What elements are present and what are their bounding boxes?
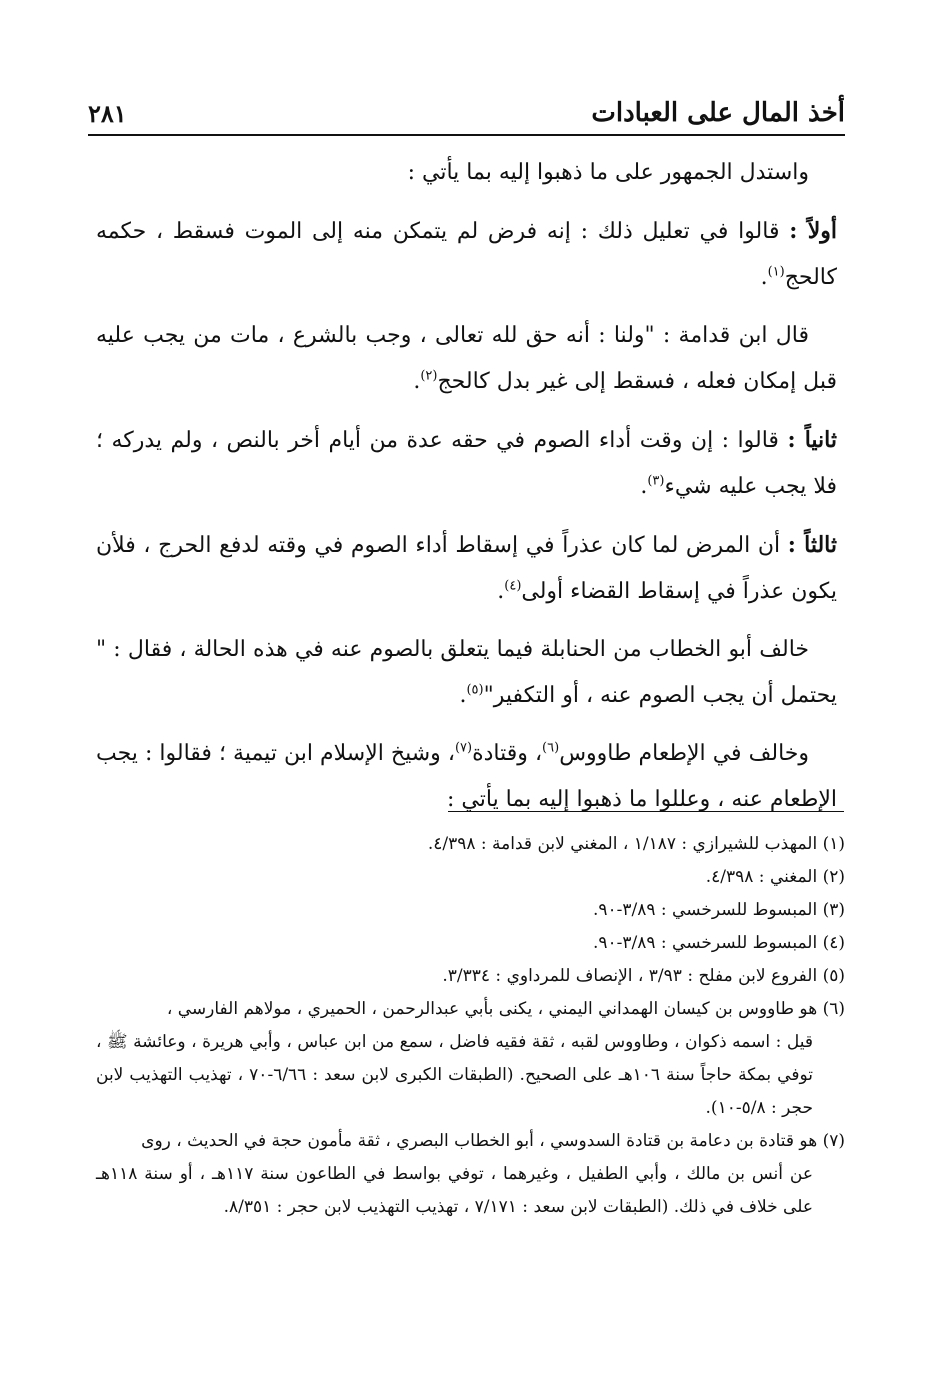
paragraph-first-argument <box>96 208 837 301</box>
footnotes <box>96 828 845 1224</box>
running-header <box>88 88 845 136</box>
footnote-ref: (١) <box>767 264 785 280</box>
paragraph-text: واستدل الجمهور على ما ذهبوا إليه بما يأتي : <box>407 160 809 185</box>
paragraph-dissent-feeding <box>96 731 837 823</box>
footnote-continuation: عن أنس بن مالك ، وأبي الطفيل ، وغيرهما ، توفي بواسط في الطاعون سنة ١١٧هـ ، أو سنة ١١٨هـ على خلاف في ذلك. (الطبقات لابن سعد : ٧/١٧١ ، تهذيب التهذيب لابن حجر : ٨/٣٥١. <box>96 1164 814 1217</box>
main-text <box>96 150 837 835</box>
paragraph-ibn-qudama-quote <box>96 313 837 405</box>
paragraph-end: . <box>413 369 421 394</box>
paragraph-text: ، وقتادة <box>472 741 543 766</box>
footnote-first-line: (٧) هو قتادة بن دعامة بن قتادة السدوسي ، أبو الخطاب البصري ، ثقة مأمون حجة في الحديث ، روى <box>141 1131 845 1151</box>
footnote-ref: (٦) <box>542 740 560 756</box>
paragraph-intro <box>96 150 837 196</box>
paragraph-end: . <box>459 683 467 708</box>
footnote-5: (٥) الفروع لابن مفلح : ٣/٩٣ ، الإنصاف للمرداوي : ٣/٣٣٤. <box>442 966 845 986</box>
footnote-ref: (٤) <box>504 578 522 594</box>
paragraph-text: وخالف في الإطعام طاووس <box>559 741 809 766</box>
footnote-6 <box>96 993 845 1125</box>
footnote-2: (٢) المغني : ٤/٣٩٨. <box>705 867 845 887</box>
paragraph-second-argument <box>96 417 837 510</box>
footnote-ref: (٧) <box>454 740 473 756</box>
paragraph-text: قالوا : إن وقت أداء الصوم في حقه عدة من أيام أخر بالنص ، ولم يدركه ؛ فلا يجب عليه شيء <box>96 428 837 499</box>
footnote-separator <box>448 811 844 812</box>
paragraph-text: ، وشيخ الإسلام ابن تيمية ؛ فقالوا : يجب الإطعام عنه ، وعللوا ما ذهبوا إليه بما يأتي : <box>96 741 837 812</box>
footnote-ref: (٣) <box>647 473 665 489</box>
footnote-ref: (٥) <box>466 682 484 698</box>
paragraph-lead: أولاً : <box>789 218 837 244</box>
paragraph-third-argument <box>96 522 837 615</box>
paragraph-text: قالوا في تعليل ذلك : إنه فرض لم يتمكن منه إلى الموت فسقط ، حكمه كالحج <box>96 219 837 290</box>
paragraph-text: خالف أبو الخطاب من الحنابلة فيما يتعلق بالصوم عنه في هذه الحالة ، فقال : " يحتمل أن يجب الصوم عنه ، أو التكفير" <box>96 637 837 708</box>
footnote-continuation: قيل : اسمه ذكوان ، وطاووس لقبه ، ثقة فقيه فاضل ، سمع من ابن عباس ، وأبي هريرة ، وعائشة ﷺ ، توفي بمكة حاجاً سنة ١٠٦هـ على الصحيح. (الطبقات الكبرى لابن سعد : ٦/٦٦-٧٠ ، تهذيب التهذيب لابن حجر : ٥/٨-١٠). <box>96 1032 813 1118</box>
running-title: أخذ المال على العبادات <box>591 98 845 128</box>
paragraph-end: . <box>760 265 768 290</box>
paragraph-text: أن المرض لما كان عذراً في إسقاط أداء الصوم في وقته لدفع الحرج ، فلأن يكون عذراً في إسقاط القضاء أولى <box>96 533 837 604</box>
paragraph-abu-khattab <box>96 627 837 719</box>
paragraph-end: . <box>497 579 505 604</box>
paragraph-lead: ثانياً : <box>787 427 837 453</box>
footnote-first-line: (٦) هو طاووس بن كيسان الهمداني اليمني ، يكنى بأبي عبدالرحمن ، الحميري ، مولاهم الفارسي ، <box>166 999 845 1019</box>
footnote-7 <box>96 1125 845 1224</box>
footnote-ref: (٢) <box>420 368 438 384</box>
paragraph-text: قال ابن قدامة : "ولنا : أنه حق لله تعالى ، وجب بالشرع ، مات من يجب عليه قبل إمكان فعله ، فسقط إلى غير بدل كالحج <box>96 323 837 394</box>
footnote-3: (٣) المبسوط للسرخسي : ٣/٨٩-٩٠. <box>592 900 845 920</box>
page-number: ٢٨١ <box>88 99 127 128</box>
paragraph-end: . <box>640 474 648 499</box>
footnote-4: (٤) المبسوط للسرخسي : ٣/٨٩-٩٠. <box>592 933 845 953</box>
footnote-1: (١) المهذب للشيرازي : ١/١٨٧ ، المغني لابن قدامة : ٤/٣٩٨. <box>427 834 845 854</box>
paragraph-lead: ثالثاً : <box>787 532 837 558</box>
